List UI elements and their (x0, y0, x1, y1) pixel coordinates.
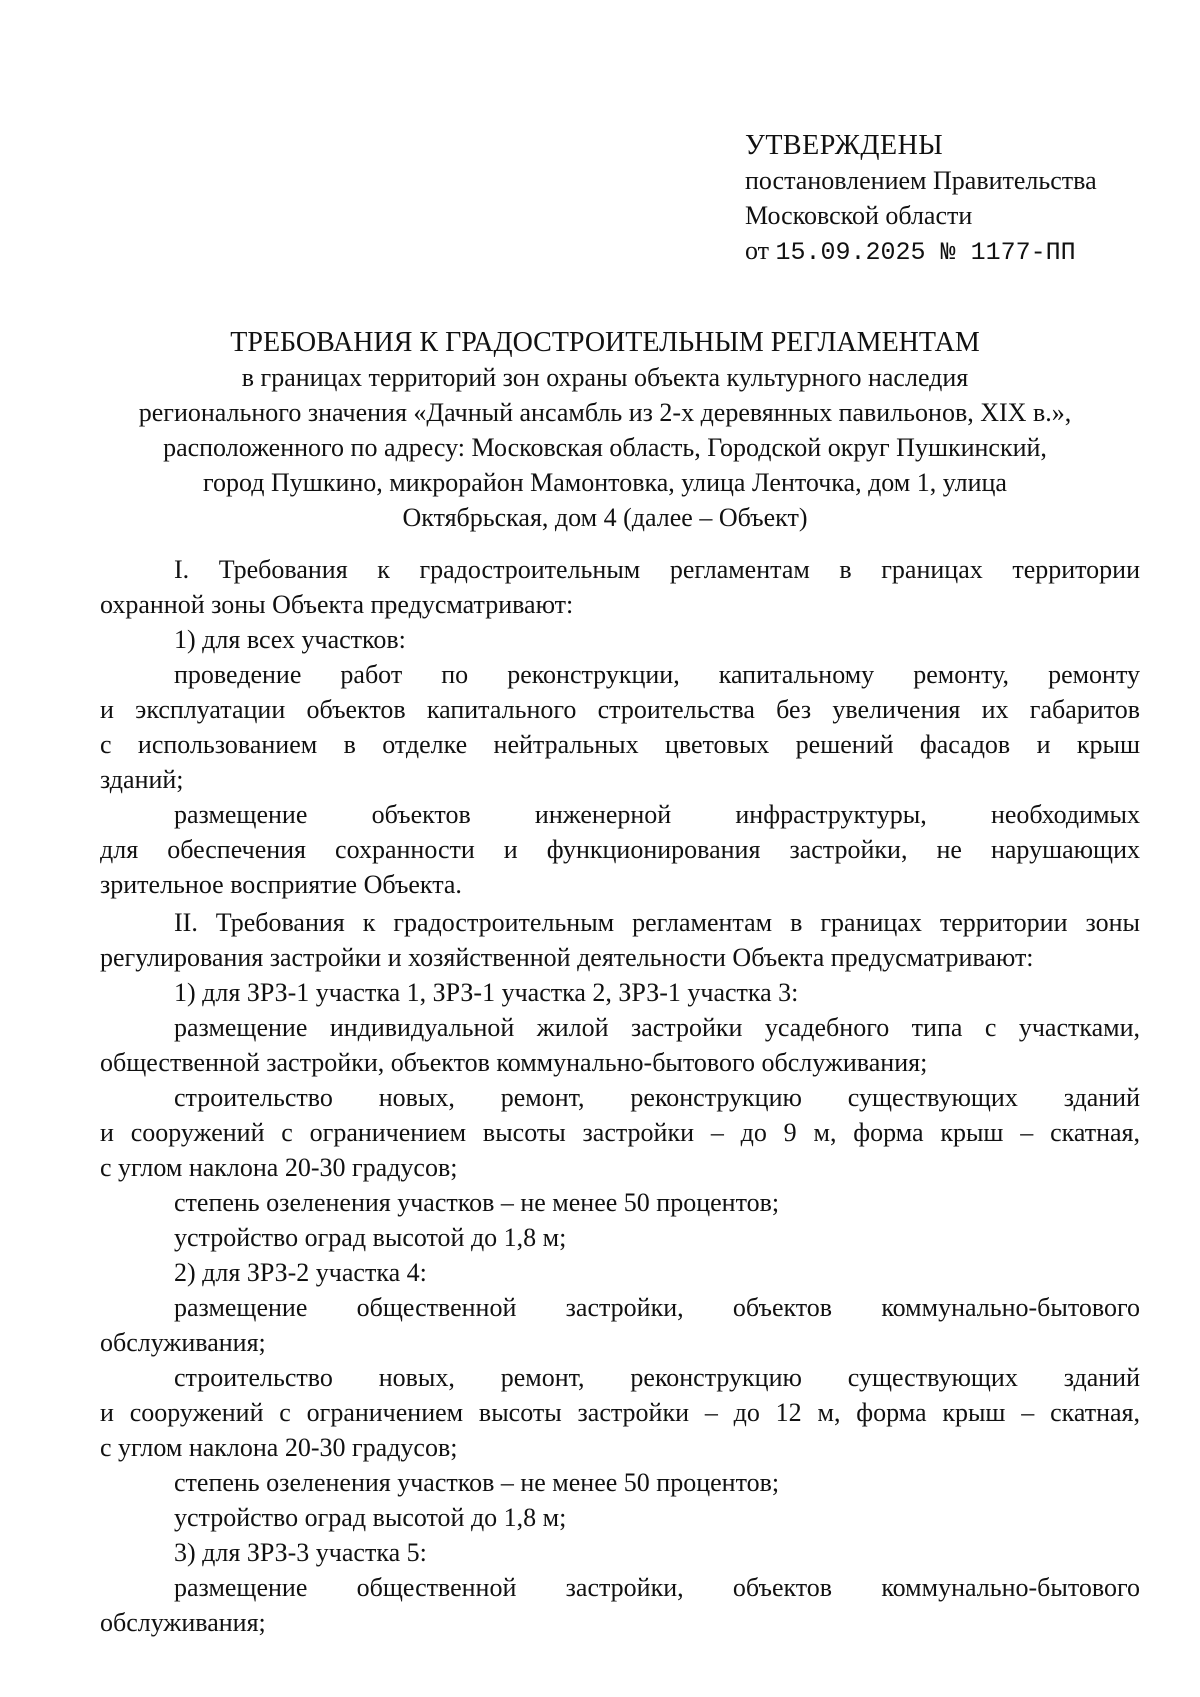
section-1-line: зрительное восприятие Объекта. (100, 870, 462, 899)
section-2-line: с углом наклона 20-30 градусов; (100, 1433, 458, 1462)
section-1 (100, 552, 1140, 902)
document-heading (80, 325, 1130, 535)
section-2-line: 3) для ЗРЗ-3 участка 5: (174, 1538, 427, 1567)
section-2-line: размещение общественной застройки, объектов коммунально-бытового (174, 1293, 1140, 1322)
section-1-line: I. Требования к градостроительным регламентам в границах территории (174, 555, 1140, 584)
section-2-line: II. Требования к градостроительным регламентам в границах территории зоны (174, 908, 1140, 937)
section-2-line: и сооружений с ограничением высоты застройки – до 12 м, форма крыш – скатная, (100, 1398, 1140, 1427)
section-2-line: устройство оград высотой до 1,8 м; (174, 1223, 567, 1252)
approval-title: УТВЕРЖДЕНЫ (745, 130, 944, 161)
section-2-line: общественной застройки, объектов коммунально-бытового обслуживания; (100, 1048, 928, 1077)
heading-line: расположенного по адресу: Московская область, Городской округ Пушкинский, (163, 433, 1047, 462)
section-2-line: с углом наклона 20-30 градусов; (100, 1153, 458, 1182)
section-2-line: степень озеленения участков – не менее 50 процентов; (174, 1188, 780, 1217)
section-2-line: степень озеленения участков – не менее 50 процентов; (174, 1468, 780, 1497)
section-2 (100, 905, 1140, 1640)
section-1-line: размещение объектов инженерной инфраструктуры, необходимых (174, 800, 1140, 829)
approval-date-prefix: от (745, 236, 770, 265)
approval-date-number: 15.09.2025 № 1177-ПП (775, 238, 1076, 267)
section-1-line: для обеспечения сохранности и функционирования застройки, не нарушающих (100, 835, 1140, 864)
heading-line: в границах территорий зон охраны объекта культурного наследия (241, 363, 969, 392)
approval-line-1: постановлением Правительства (745, 166, 1097, 195)
section-1-line: зданий; (100, 765, 184, 794)
section-2-line: строительство новых, ремонт, реконструкцию существующих зданий (174, 1083, 1140, 1112)
section-2-line: регулирования застройки и хозяйственной деятельности Объекта предусматривают: (100, 943, 1034, 972)
section-2-line: и сооружений с ограничением высоты застройки – до 9 м, форма крыш – скатная, (100, 1118, 1140, 1147)
section-2-line: 2) для ЗРЗ-2 участка 4: (174, 1258, 427, 1287)
section-1-line: и эксплуатации объектов капитального строительства без увеличения их габаритов (100, 695, 1140, 724)
section-2-line: обслуживания; (100, 1328, 266, 1357)
heading-line: регионального значения «Дачный ансамбль из 2-х деревянных павильонов, XIX в.», (138, 398, 1072, 427)
section-2-line: строительство новых, ремонт, реконструкцию существующих зданий (174, 1363, 1140, 1392)
heading-line: город Пушкино, микрорайон Мамонтовка, улица Ленточка, дом 1, улица (203, 468, 1007, 497)
section-1-line: охранной зоны Объекта предусматривают: (100, 590, 574, 619)
section-2-line: обслуживания; (100, 1608, 266, 1637)
section-1-line: проведение работ по реконструкции, капитальному ремонту, ремонту (174, 660, 1140, 689)
section-2-line: 1) для ЗРЗ-1 участка 1, ЗРЗ-1 участка 2, ЗРЗ-1 участка 3: (174, 978, 799, 1007)
approval-stamp (745, 128, 1097, 270)
document-title: ТРЕБОВАНИЯ К ГРАДОСТРОИТЕЛЬНЫМ РЕГЛАМЕНТАМ (230, 327, 980, 358)
approval-line-2: Московской области (745, 201, 973, 230)
section-2-line: размещение общественной застройки, объектов коммунально-бытового (174, 1573, 1140, 1602)
heading-line: Октябрьская, дом 4 (далее – Объект) (402, 503, 808, 532)
section-2-line: размещение индивидуальной жилой застройки усадебного типа с участками, (174, 1013, 1140, 1042)
section-2-line: устройство оград высотой до 1,8 м; (174, 1503, 567, 1532)
section-1-line: 1) для всех участков: (174, 625, 406, 654)
approval-date-line (745, 233, 1097, 270)
section-1-line: с использованием в отделке нейтральных цветовых решений фасадов и крыш (100, 730, 1140, 759)
